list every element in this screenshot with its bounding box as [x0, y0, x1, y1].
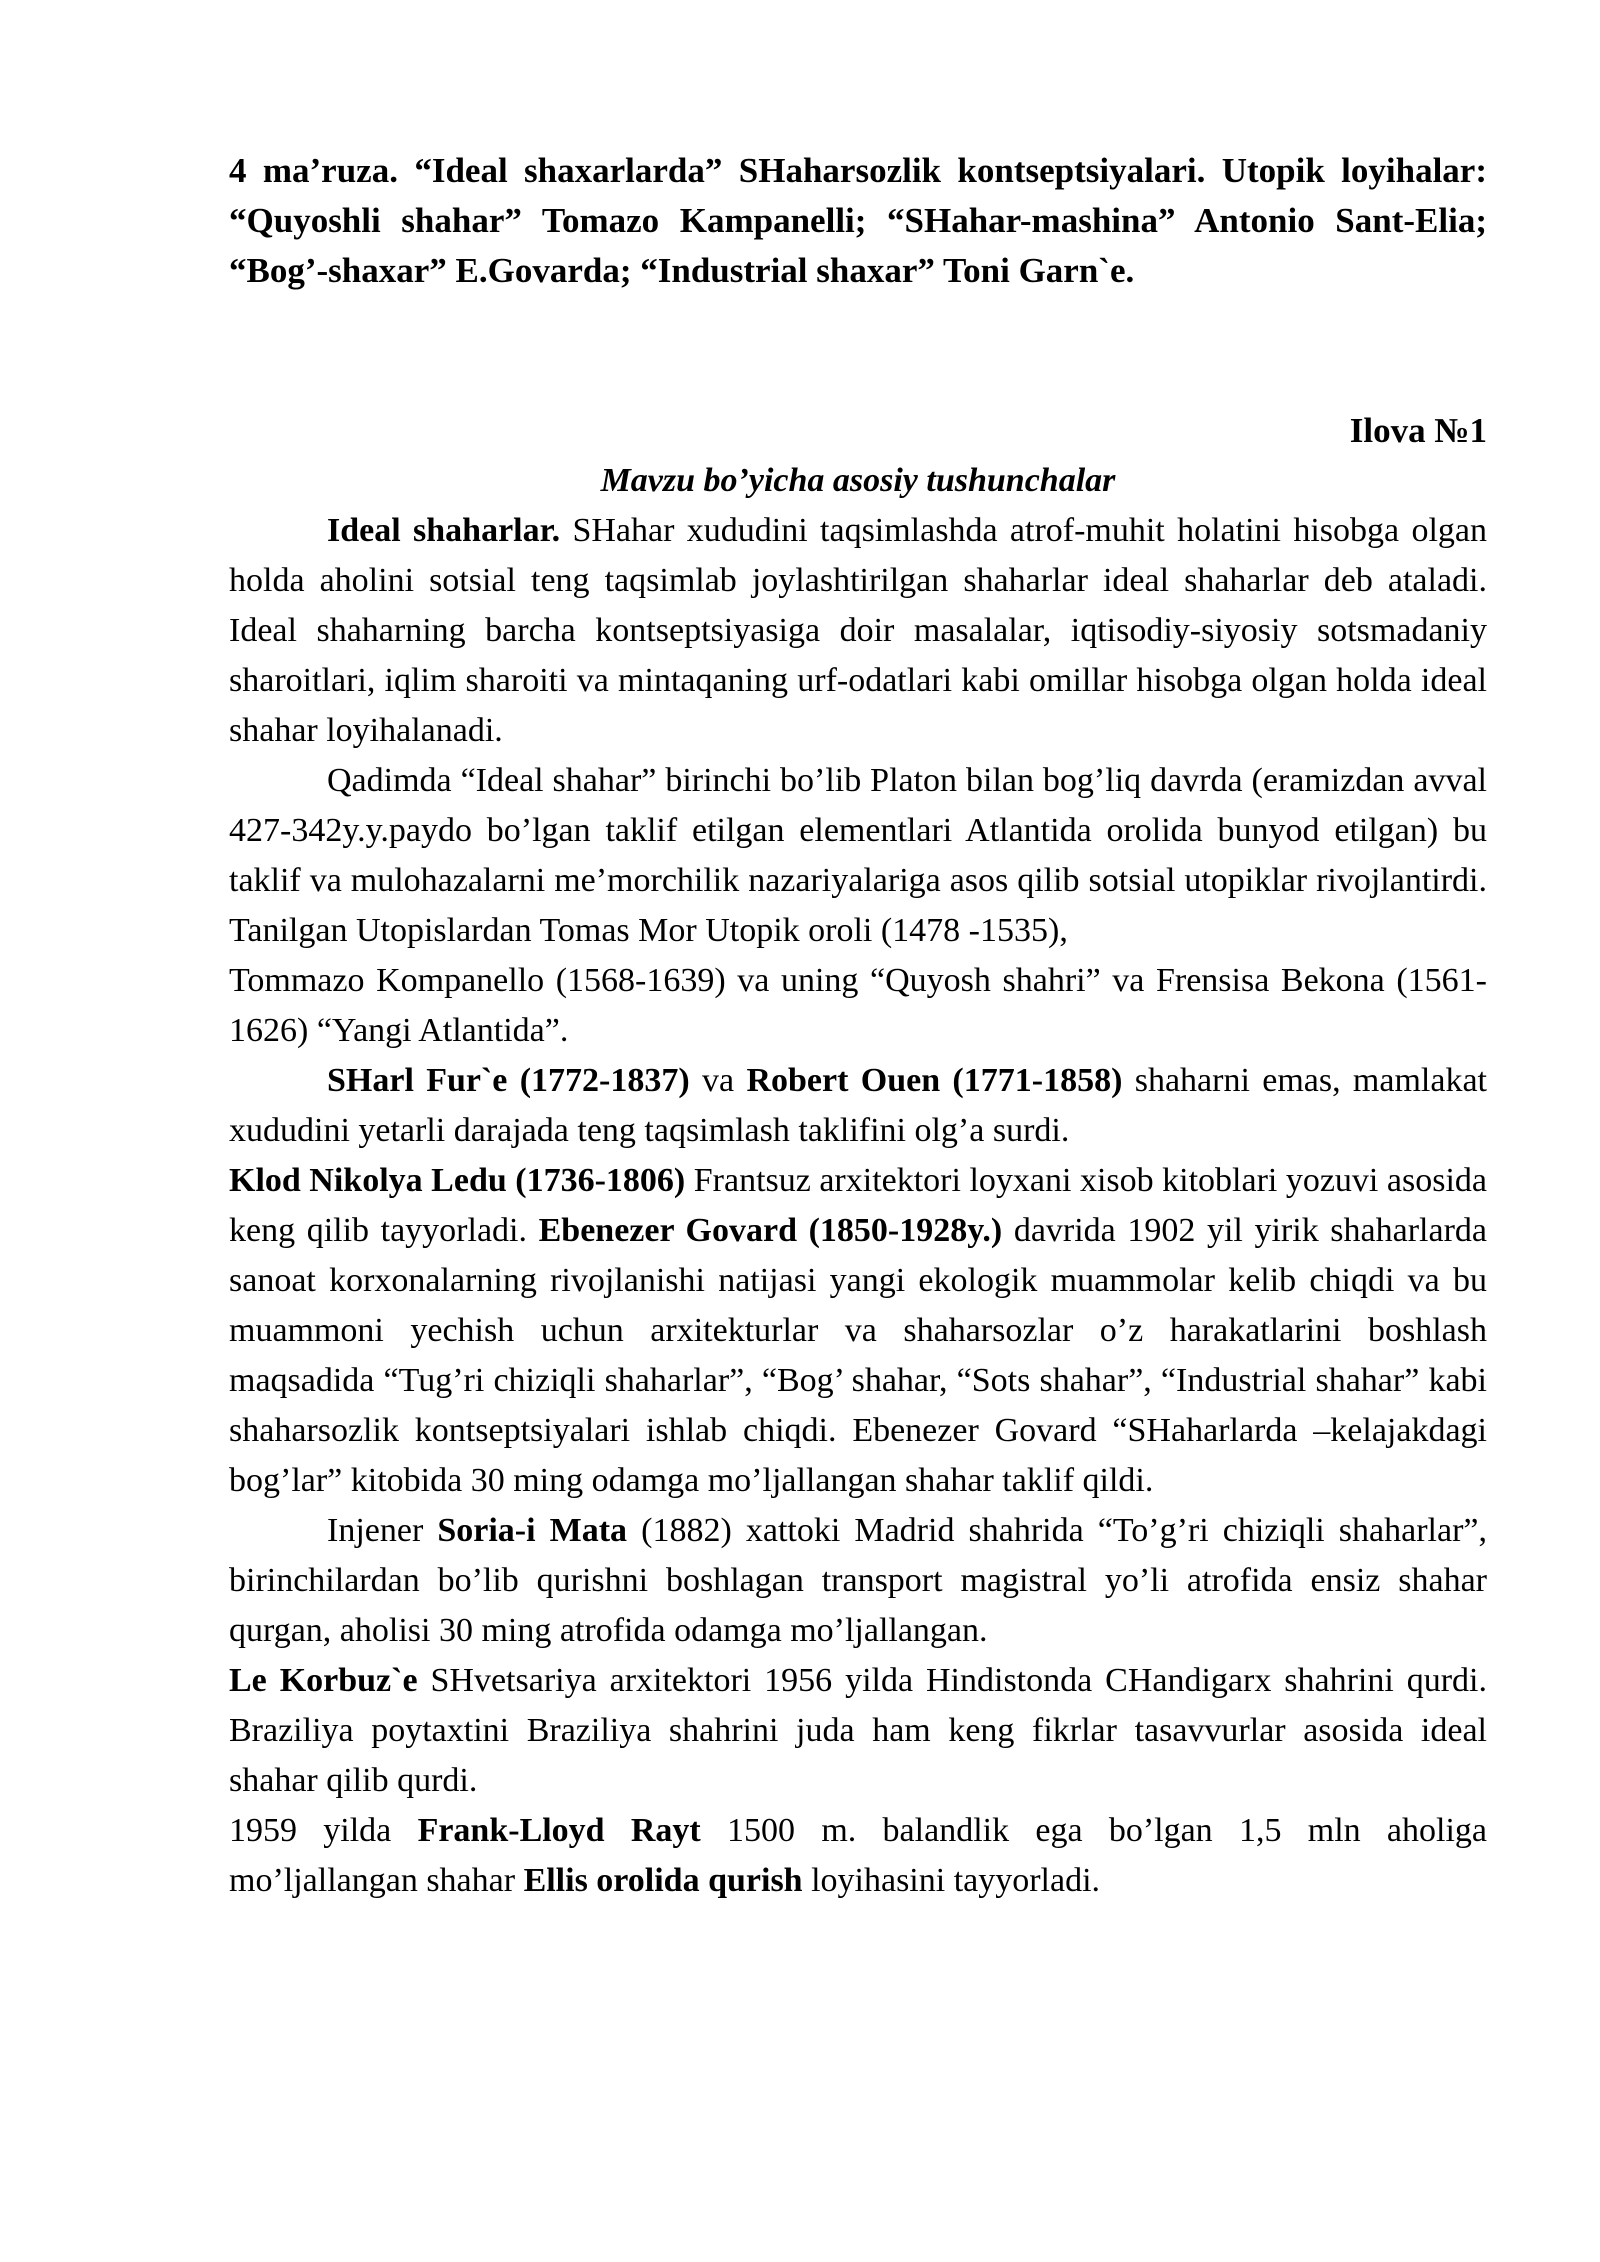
paragraph-ideal-cities — [229, 506, 1487, 756]
paragraph-text: Qadimda “Ideal shahar” birinchi bo’lib Platon bilan bog’liq davrda (eramizdan avval 427-342y.y.paydo bo’lgan taklif etilgan elementlari Atlantida orolida bunyod etilgan) bu taklif va mulohazalarni me’morchilik nazariyalariga asos qilib sotsial utopiklar rivojlantirdi. Tanilgan Utopislardan Tomas Mor Utopik oroli (1478 -1535), — [229, 762, 1487, 949]
paragraph-furye-ouen — [229, 1056, 1487, 1156]
paragraph-text: va — [689, 1062, 747, 1099]
name-bold: Frank-Lloyd Rayt — [417, 1812, 701, 1849]
name-bold: Klod Nikolya Ledu (1736-1806) — [229, 1162, 686, 1199]
paragraph-kompanello — [229, 956, 1487, 1056]
name-bold: SHarl Fur`e (1772-1837) — [327, 1062, 690, 1099]
paragraph-ancient-ideal-city — [229, 756, 1487, 956]
document-body — [229, 146, 1487, 1906]
name-bold: Le Korbuz`e — [229, 1662, 418, 1699]
section-subtitle: Mavzu bo’yicha asosiy tushunchalar — [600, 462, 1116, 499]
paragraph-text: (1882) xattoki Madrid shahrida “To’g’ri chiziqli shaharlar”, birinchilardan bo’lib qurishni boshlagan transport magistral yo’li atrofida ensiz shahar qurgan, aholisi 30 ming atrofida odamga mo’ljallangan. — [229, 1512, 1487, 1649]
name-bold: Soria-i Mata — [437, 1512, 628, 1549]
name-bold: Robert Ouen (1771-1858) — [746, 1062, 1123, 1099]
paragraph-text: SHvetsariya arxitektori 1956 yilda Hindistonda CHandigarx shahrini qurdi. Braziliya poytaxtini Braziliya shahrini juda ham keng fikrlar tasavvurlar asosida ideal shahar qilib qurdi. — [229, 1662, 1487, 1799]
lecture-heading: 4 ma’ruza. “Ideal shaxarlarda” SHaharsozlik kontseptsiyalari. Utopik loyihalar: “Quyoshli shahar” Tomazo Kampanelli; “SHahar-mashina” Antonio Sant-Elia; “Bog’-shaxar” E.Govarda; “Industrial shaxar” Toni Garn`e. — [229, 151, 1487, 290]
paragraph-le-korbuze — [229, 1656, 1487, 1806]
appendix-label: Ilova №1 — [1349, 411, 1487, 450]
paragraph-text: SHahar xududini taqsimlashda atrof-muhit holatini hisobga olgan holda aholini sotsial teng taqsimlab joylashtirilgan shaharlar ideal shaharlar deb ataladi. Ideal shaharning barcha kontseptsiyasiga doir masalalar, iqtisodiy-siyosiy sotsmadaniy sharoitlari, iqlim sharoiti va mintaqaning urf-odatlari kabi omillar hisobga olgan holda ideal shahar loyihalanadi. — [229, 512, 1487, 749]
paragraph-text: Tommazo Kompanello (1568-1639) va uning “Quyosh shahri” va Frensisa Bekona (1561-1626) “Yangi Atlantida”. — [229, 962, 1487, 1049]
paragraph-text: davrida 1902 yil yirik shaharlarda sanoat korxonalarning rivojlanishi natijasi yangi ekologik muammolar kelib chiqdi va bu muammoni yechish uchun arxitekturlar va shaharsozlar o’z harakatlarini boshlash maqsadida “Tug’ri chiziqli shaharlar”, “Bog’ shahar, “Sots shahar”, “Industrial shahar” kabi shaharsozlik kontseptsiyalari ishlab chiqdi. Ebenezer Govard “SHaharlarda –kelajakdagi bog’lar” kitobida 30 ming odamga mo’ljallangan shahar taklif qildi. — [229, 1212, 1487, 1499]
paragraph-text: 1959 yilda — [229, 1812, 418, 1849]
paragraph-text: 1500 m. balandlik ega bo’lgan 1,5 mln aholiga mo’ljallangan shahar — [229, 1812, 1488, 1899]
paragraph-text: shaharni emas, mamlakat xududini yetarli darajada teng taqsimlash taklifini olg’a surdi. — [229, 1062, 1487, 1149]
paragraph-ledu-govard — [229, 1156, 1487, 1506]
name-bold: Ebenezer Govard (1850-1928y.) — [538, 1212, 1003, 1249]
paragraph-text: loyihasini tayyorladi. — [802, 1862, 1101, 1899]
paragraph-text: Frantsuz arxitektori loyxani xisob kitoblari yozuvi asosida keng qilib tayyorladi. — [229, 1162, 1487, 1249]
term-bold: Ideal shaharlar. — [327, 512, 561, 549]
name-bold: Ellis orolida qurish — [523, 1862, 803, 1899]
paragraph-soria-mata — [229, 1506, 1487, 1656]
paragraph-frank-lloyd-rayt — [229, 1806, 1487, 1906]
paragraph-text: Injener — [327, 1512, 438, 1549]
